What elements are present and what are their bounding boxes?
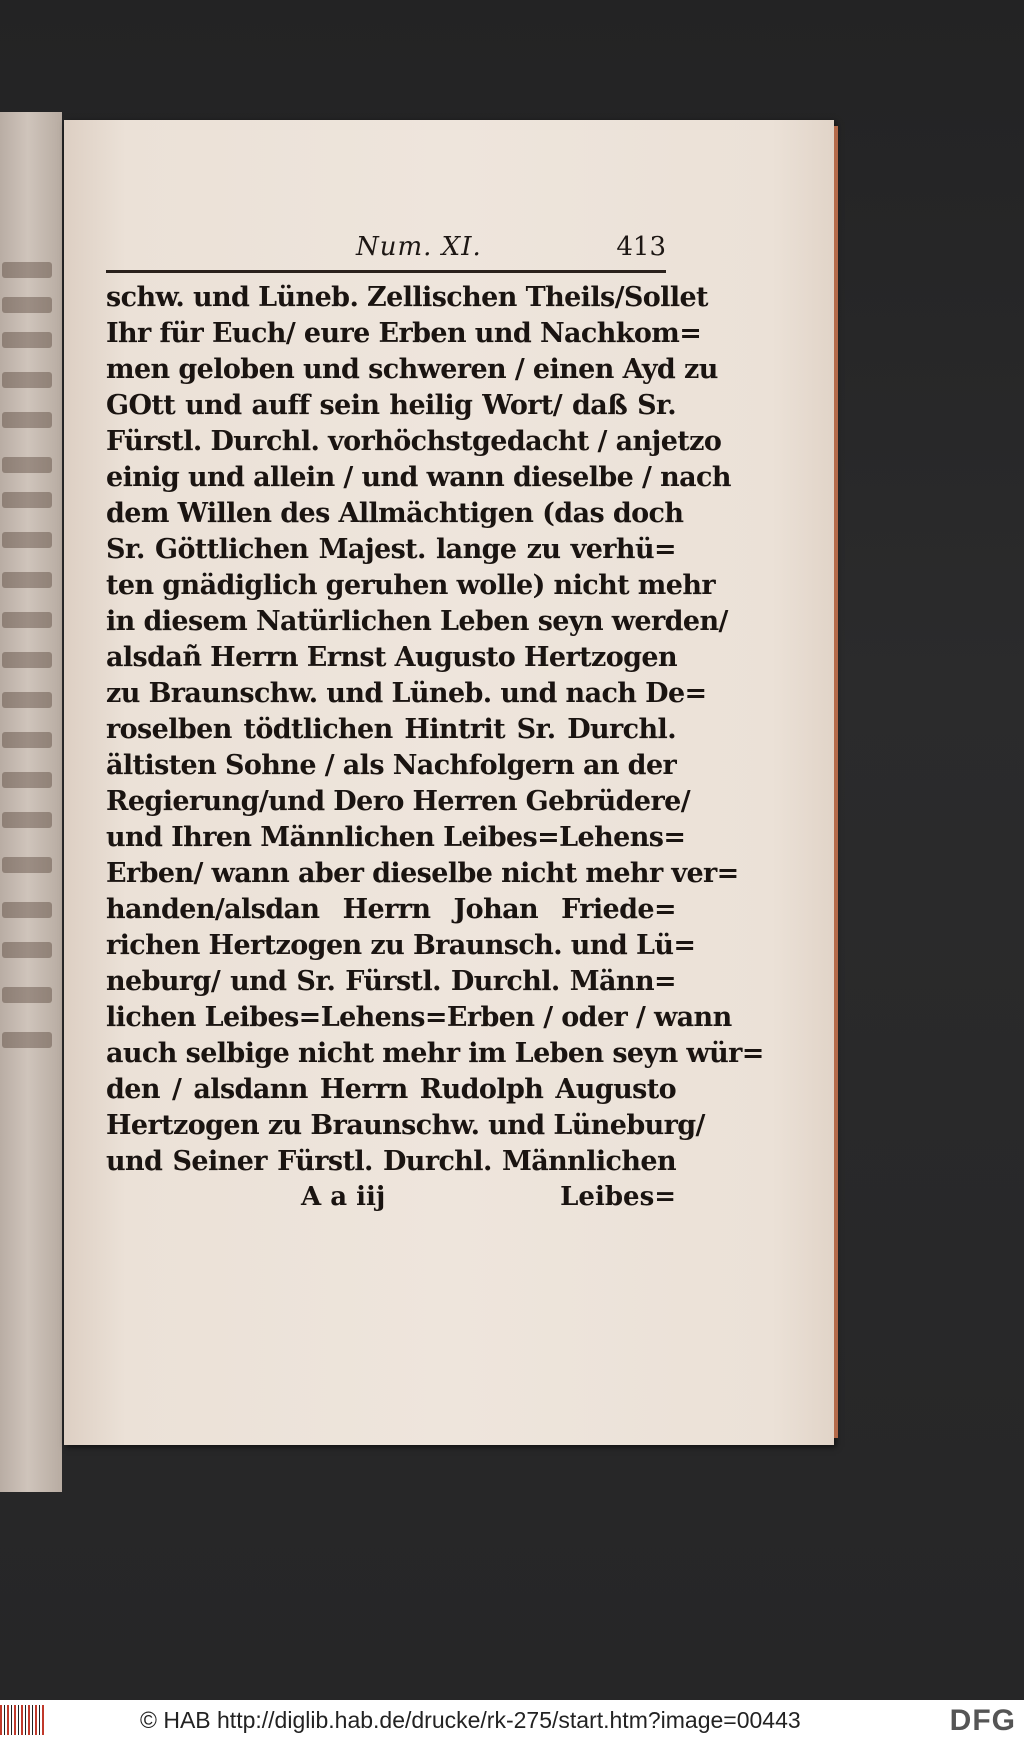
ghost-text <box>2 412 52 428</box>
text-line: zu Braunschw. und Lüneb. und nach De= <box>106 678 707 709</box>
ghost-text <box>2 572 52 588</box>
text-line: GOtt und auff sein heilig Wort/ daß Sr. <box>106 390 676 421</box>
text-line: alsdañ Herrn Ernst Augusto Hertzogen <box>106 642 678 673</box>
text-line: und Ihren Männlichen Leibes=Lehens= <box>106 822 686 853</box>
ghost-text <box>2 652 52 668</box>
book-page <box>64 120 834 1445</box>
ghost-text <box>2 942 52 958</box>
text-line: handen/alsdan Herrn Johan Friede= <box>106 894 676 925</box>
ghost-text <box>2 262 52 278</box>
text-line: auch selbige nicht mehr im Leben seyn wür= <box>106 1038 764 1069</box>
text-line: Ihr für Euch/ eure Erben und Nachkom= <box>106 318 702 349</box>
text-line: ten gnädiglich geruhen wolle) nicht mehr <box>106 570 715 601</box>
ghost-text <box>2 857 52 873</box>
page-header <box>296 232 666 272</box>
text-line: in diesem Natürlichen Leben seyn werden/ <box>106 606 728 637</box>
text-line: richen Hertzogen zu Braunsch. und Lü= <box>106 930 696 961</box>
hab-logo-icon <box>0 1705 44 1735</box>
signature-mark: A a iij <box>301 1182 386 1212</box>
text-line: Fürstl. Durchl. vorhöchstgedacht / anjetzo <box>106 426 722 457</box>
ghost-text <box>2 692 52 708</box>
text-line: Regierung/und Dero Herren Gebrüdere/ <box>106 786 690 817</box>
text-line: Sr. Göttlichen Majest. lange zu verhü= <box>106 534 676 565</box>
text-line: men geloben und schweren / einen Ayd zu <box>106 354 718 385</box>
ghost-text <box>2 732 52 748</box>
ghost-text <box>2 332 52 348</box>
text-line: schw. und Lüneb. Zellischen Theils/Sollet <box>106 282 708 313</box>
running-head: Num. XI. <box>356 232 482 262</box>
ghost-text <box>2 297 52 313</box>
credit-bar <box>0 1700 1024 1739</box>
ghost-text <box>2 1032 52 1048</box>
catchword: Leibes= <box>560 1182 676 1212</box>
text-line: dem Willen des Allmächtigen (das doch <box>106 498 684 529</box>
adjacent-page-edge <box>0 112 62 1492</box>
page-edge <box>834 126 838 1438</box>
ghost-text <box>2 532 52 548</box>
text-line: lichen Leibes=Lehens=Erben / oder / wann <box>106 1002 732 1033</box>
credit-url[interactable]: © HAB http://diglib.hab.de/drucke/rk-275/start.htm?image=00443 <box>140 1707 801 1733</box>
ghost-text <box>2 492 52 508</box>
dfg-logo: DFG <box>949 1704 1016 1737</box>
ghost-text <box>2 902 52 918</box>
text-line: Erben/ wann aber dieselbe nicht mehr ver= <box>106 858 739 889</box>
text-line: einig und allein / und wann dieselbe / nach <box>106 462 731 493</box>
ghost-text <box>2 812 52 828</box>
page-number: 413 <box>616 232 666 262</box>
ghost-text <box>2 772 52 788</box>
ghost-text <box>2 987 52 1003</box>
body-text <box>106 280 764 1180</box>
ghost-text <box>2 612 52 628</box>
text-line: den / alsdann Herrn Rudolph Augusto <box>106 1074 676 1105</box>
text-line: roselben tödtlichen Hintrit Sr. Durchl. <box>106 714 676 745</box>
ghost-text <box>2 372 52 388</box>
text-line: neburg/ und Sr. Fürstl. Durchl. Männ= <box>106 966 676 997</box>
page-footer <box>106 1182 676 1218</box>
ghost-text <box>2 457 52 473</box>
header-rule <box>106 270 666 273</box>
text-line: ältisten Sohne / als Nachfolgern an der <box>106 750 677 781</box>
text-line: und Seiner Fürstl. Durchl. Männlichen <box>106 1146 676 1177</box>
text-line: Hertzogen zu Braunschw. und Lüneburg/ <box>106 1110 705 1141</box>
